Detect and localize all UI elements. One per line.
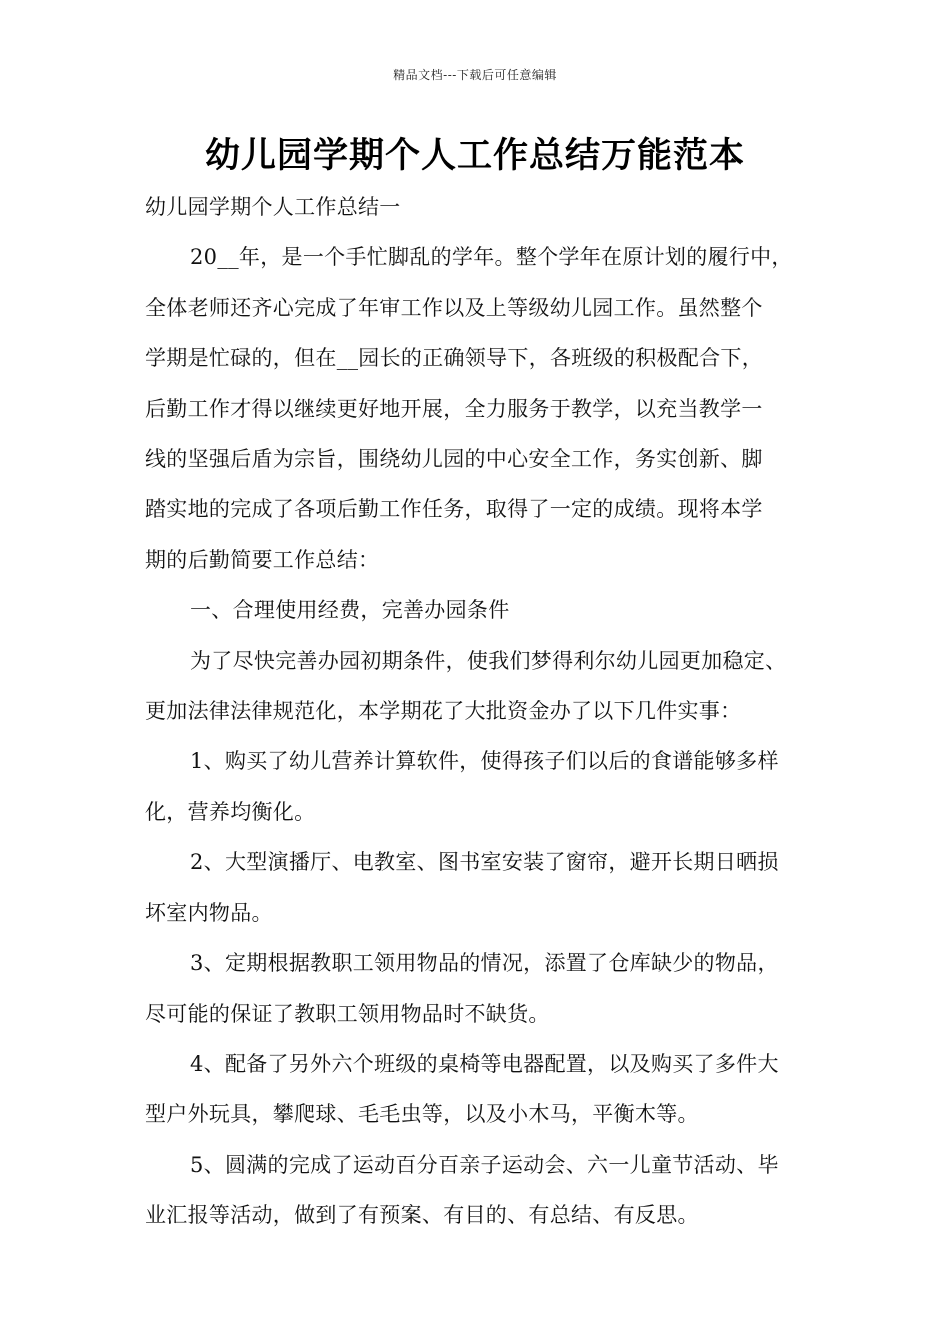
paragraph-line: 20__年，是一个手忙脚乱的学年。整个学年在原计划的履行中， — [190, 245, 793, 270]
list-item-line: 尽可能的保证了教职工领用物品时不缺货。 — [145, 1001, 550, 1026]
list-item-line: 5、圆满的完成了运动百分百亲子运动会、六一儿童节活动、毕 — [190, 1152, 779, 1177]
document-title: 幼儿园学期个人工作总结万能范本 — [204, 136, 745, 176]
header-note: 精品文档---下载后可任意编辑 — [393, 68, 557, 82]
paragraph-funding — [145, 636, 810, 737]
list-item-line: 1、购买了幼儿营养计算软件，使得孩子们以后的食谱能够多样 — [190, 749, 779, 774]
list-item-line: 坏室内物品。 — [145, 900, 273, 925]
paragraph-line: 踏实地的完成了各项后勤工作任务，取得了一定的成绩。现将本学 — [145, 497, 763, 522]
list-item-line: 2、大型演播厅、电教室、图书室安装了窗帘，避开长期日晒损 — [190, 850, 779, 875]
list-item-line: 3、定期根据教职工领用物品的情况，添置了仓库缺少的物品， — [190, 951, 779, 976]
list-item-3 — [145, 938, 810, 1039]
paragraph-line: 更加法律法律规范化，本学期花了大批资金办了以下几件实事： — [145, 699, 742, 724]
paragraph-line: 线的坚强后盾为宗旨，围绕幼儿园的中心安全工作，务实创新、脚 — [145, 447, 763, 472]
list-item-line: 型户外玩具，攀爬球、毛毛虫等，以及小木马，平衡木等。 — [145, 1102, 699, 1127]
section-heading: 一、合理使用经费，完善办园条件 — [190, 598, 510, 623]
list-item-line: 4、配备了另外六个班级的桌椅等电器配置，以及购买了多件大 — [190, 1051, 779, 1076]
list-item-5 — [145, 1140, 810, 1241]
paragraph-line: 期的后勤简要工作总结： — [145, 547, 380, 572]
paragraph-line: 后勤工作才得以继续更好地开展，全力服务于教学，以充当教学一 — [145, 396, 763, 421]
paragraph-line: 全体老师还齐心完成了年审工作以及上等级幼儿园工作。虽然整个 — [145, 295, 763, 320]
list-item-2 — [145, 837, 810, 938]
paragraph-line: 为了尽快完善办园初期条件，使我们梦得利尔幼儿园更加稳定、 — [190, 648, 787, 673]
subtitle: 幼儿园学期个人工作总结一 — [145, 195, 401, 219]
paragraph-line: 学期是忙碌的，但在__园长的正确领导下，各班级的积极配合下， — [145, 346, 763, 371]
paragraph-intro — [145, 232, 810, 585]
document-body — [145, 182, 810, 1241]
list-item-4 — [145, 1039, 810, 1140]
list-item-line: 化，营养均衡化。 — [145, 799, 316, 824]
list-item-line: 业汇报等活动，做到了有预案、有目的、有总结、有反思。 — [145, 1203, 699, 1228]
list-item-1 — [145, 736, 810, 837]
